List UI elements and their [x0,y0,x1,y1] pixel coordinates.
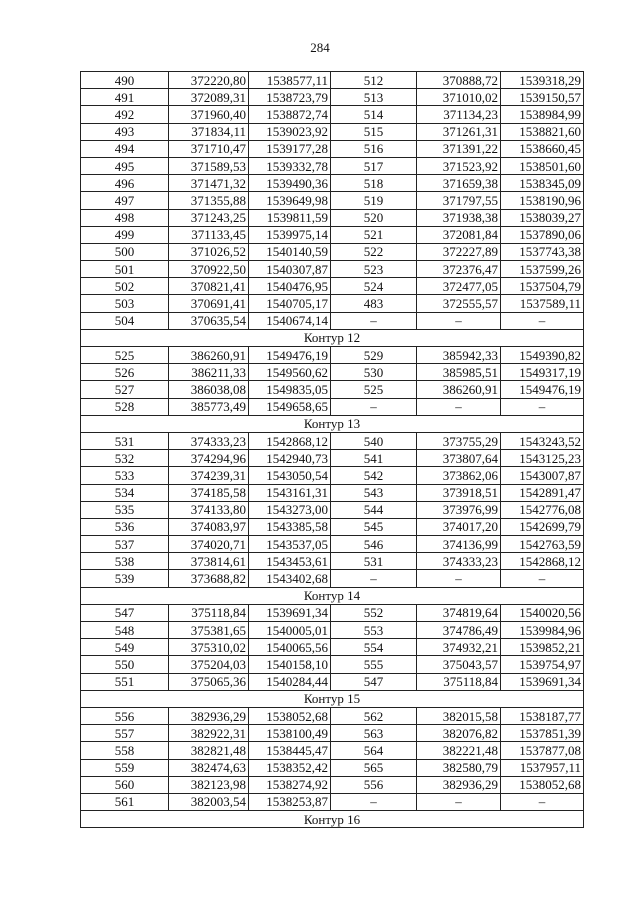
coordinate-cell: 1539754,97 [501,656,584,673]
coordinate-cell: – [417,793,501,810]
coordinate-cell: 374819,64 [417,604,501,621]
table-row [81,536,584,553]
coordinate-cell: 374333,23 [169,432,249,449]
coordinate-cell: 1539490,36 [249,175,331,192]
point-number-cell: 517 [331,157,417,174]
coordinate-cell: 1538100,49 [249,725,331,742]
coordinate-cell: 371134,23 [417,106,501,123]
contour-label: Контур 16 [81,811,584,828]
coordinate-cell: 370691,41 [169,295,249,312]
coordinate-cell: 370635,54 [169,312,249,329]
point-number-cell: 550 [81,656,169,673]
table-row [81,742,584,759]
table-row [81,518,584,535]
point-number-cell: 518 [331,175,417,192]
coordinate-cell: 386211,33 [169,364,249,381]
point-number-cell: 547 [331,673,417,690]
table-row [81,123,584,140]
coordinate-cell: 371391,22 [417,140,501,157]
coordinate-cell: 375204,03 [169,656,249,673]
coordinate-cell: 1543050,54 [249,467,331,484]
point-number-cell: 535 [81,501,169,518]
section-header-row [81,415,584,432]
point-number-cell: 495 [81,157,169,174]
coordinate-cell: 382015,58 [417,707,501,724]
coordinate-cell: 375118,84 [417,673,501,690]
point-number-cell: 500 [81,243,169,260]
table-row [81,209,584,226]
table-row [81,89,584,106]
coordinate-cell: 1538577,11 [249,72,331,89]
table-row [81,432,584,449]
coordinate-cell: 1538274,92 [249,776,331,793]
coordinate-cell: 1539691,34 [249,604,331,621]
table-row [81,656,584,673]
coordinate-cell: 371834,11 [169,123,249,140]
coordinate-cell: – [501,793,584,810]
coordinate-cell: 375043,57 [417,656,501,673]
coordinate-cell: 1539177,28 [249,140,331,157]
coordinate-cell: 1543453,61 [249,553,331,570]
coordinate-cell: 371659,38 [417,175,501,192]
point-number-cell: 499 [81,226,169,243]
point-number-cell: 492 [81,106,169,123]
table-row [81,226,584,243]
table-row [81,622,584,639]
table-row [81,793,584,810]
point-number-cell: 521 [331,226,417,243]
coordinate-cell: 374083,97 [169,518,249,535]
coordinates-table-body [81,72,584,828]
point-number-cell: 553 [331,622,417,639]
coordinate-cell: 1540020,56 [501,604,584,621]
coordinate-cell: 371471,32 [169,175,249,192]
coordinate-cell: – [417,570,501,587]
coordinate-cell: – [501,570,584,587]
point-number-cell: 555 [331,656,417,673]
point-number-cell: 533 [81,467,169,484]
point-number-cell: 491 [81,89,169,106]
point-number-cell: 523 [331,261,417,278]
table-row [81,72,584,89]
section-header-row [81,329,584,346]
table-row [81,381,584,398]
point-number-cell: 540 [331,432,417,449]
coordinate-cell: 371133,45 [169,226,249,243]
coordinate-cell: 385942,33 [417,347,501,364]
coordinate-cell: 1539150,57 [501,89,584,106]
point-number-cell: – [331,793,417,810]
point-number-cell: 502 [81,278,169,295]
table-row [81,776,584,793]
coordinate-cell: 1549835,05 [249,381,331,398]
coordinate-cell: 374185,58 [169,484,249,501]
point-number-cell: 494 [81,140,169,157]
coordinate-cell: 373814,61 [169,553,249,570]
coordinate-cell: 371261,31 [417,123,501,140]
coordinate-cell: 1540284,44 [249,673,331,690]
coordinate-cell: 1538821,60 [501,123,584,140]
coordinate-cell: 371355,88 [169,192,249,209]
coordinate-cell: 1537589,11 [501,295,584,312]
table-row [81,243,584,260]
point-number-cell: 559 [81,759,169,776]
point-number-cell: 493 [81,123,169,140]
coordinate-cell: 1540674,14 [249,312,331,329]
page-number: 284 [310,40,330,55]
coordinate-cell: 1537851,39 [501,725,584,742]
point-number-cell: 526 [81,364,169,381]
coordinate-cell: 382123,98 [169,776,249,793]
coordinate-cell: 371523,92 [417,157,501,174]
coordinate-cell: 1542776,08 [501,501,584,518]
coordinate-cell: 1542940,73 [249,450,331,467]
point-number-cell: 498 [81,209,169,226]
table-row [81,450,584,467]
point-number-cell: 520 [331,209,417,226]
coordinate-cell: 1540158,10 [249,656,331,673]
coordinate-cell: 1543537,05 [249,536,331,553]
coordinate-cell: 373976,99 [417,501,501,518]
table-row [81,106,584,123]
point-number-cell: – [331,312,417,329]
coordinate-cell: 382922,31 [169,725,249,742]
coordinate-cell: – [501,312,584,329]
coordinate-cell: 1549317,19 [501,364,584,381]
point-number-cell: 557 [81,725,169,742]
point-number-cell: 530 [331,364,417,381]
point-number-cell: 536 [81,518,169,535]
coordinate-cell: 1538445,47 [249,742,331,759]
point-number-cell: 503 [81,295,169,312]
table-row [81,759,584,776]
point-number-cell: 538 [81,553,169,570]
coordinate-cell: – [417,312,501,329]
coordinate-cell: 1538052,68 [249,707,331,724]
point-number-cell: 544 [331,501,417,518]
point-number-cell: 525 [331,381,417,398]
coordinate-cell: 374133,80 [169,501,249,518]
point-number-cell: 546 [331,536,417,553]
coordinate-cell: 1542891,47 [501,484,584,501]
point-number-cell: 519 [331,192,417,209]
coordinate-cell: 382076,82 [417,725,501,742]
point-number-cell: 525 [81,347,169,364]
coordinate-cell: 1538984,99 [501,106,584,123]
point-number-cell: 539 [81,570,169,587]
coordinate-cell: 1538052,68 [501,776,584,793]
coordinate-cell: 382474,63 [169,759,249,776]
table-row [81,192,584,209]
coordinate-cell: 371010,02 [417,89,501,106]
coordinate-cell: 1539023,92 [249,123,331,140]
coordinate-cell: 1543385,58 [249,518,331,535]
coordinate-cell: 375118,84 [169,604,249,621]
coordinate-cell: 1543243,52 [501,432,584,449]
point-number-cell: 537 [81,536,169,553]
coordinate-cell: 382221,48 [417,742,501,759]
coordinate-cell: 1543125,23 [501,450,584,467]
coordinate-cell: 375065,36 [169,673,249,690]
point-number-cell: 547 [81,604,169,621]
coordinate-cell: 1543161,31 [249,484,331,501]
coordinate-cell: 374932,21 [417,639,501,656]
coordinate-cell: 1539332,78 [249,157,331,174]
coordinate-cell: 1539984,96 [501,622,584,639]
coordinate-cell: 1538501,60 [501,157,584,174]
coordinate-cell: 385985,51 [417,364,501,381]
coordinate-cell: 382936,29 [169,707,249,724]
coordinate-cell: 385773,49 [169,398,249,415]
coordinate-cell: 386260,91 [417,381,501,398]
coordinates-table [80,71,584,828]
coordinate-cell: 1539318,29 [501,72,584,89]
point-number-cell: 549 [81,639,169,656]
point-number-cell: 545 [331,518,417,535]
point-number-cell: 522 [331,243,417,260]
coordinate-cell: 1542868,12 [501,553,584,570]
table-row [81,553,584,570]
coordinate-cell: 1539649,98 [249,192,331,209]
point-number-cell: 543 [331,484,417,501]
point-number-cell: 531 [331,553,417,570]
coordinate-cell: 1540307,87 [249,261,331,278]
point-number-cell: 528 [81,398,169,415]
coordinate-cell: 370888,72 [417,72,501,89]
coordinate-cell: 1538190,96 [501,192,584,209]
table-row [81,570,584,587]
coordinate-cell: 1539691,34 [501,673,584,690]
coordinate-cell: 1543402,68 [249,570,331,587]
coordinate-cell: 1538660,45 [501,140,584,157]
coordinate-cell: 1538345,09 [501,175,584,192]
contour-label: Контур 12 [81,329,584,346]
coordinate-cell: 1537599,26 [501,261,584,278]
coordinate-cell: 1542699,79 [501,518,584,535]
point-number-cell: 512 [331,72,417,89]
table-row [81,604,584,621]
point-number-cell: 563 [331,725,417,742]
point-number-cell: 497 [81,192,169,209]
coordinate-cell: 1549476,19 [501,381,584,398]
coordinate-cell: 1540005,01 [249,622,331,639]
point-number-cell: 548 [81,622,169,639]
point-number-cell: 516 [331,140,417,157]
table-row [81,175,584,192]
coordinate-cell: 370922,50 [169,261,249,278]
point-number-cell: – [331,570,417,587]
coordinate-cell: 1542763,59 [501,536,584,553]
coordinate-cell: 382580,79 [417,759,501,776]
coordinate-cell: 374020,71 [169,536,249,553]
coordinate-cell: 1542868,12 [249,432,331,449]
coordinate-cell: 374786,49 [417,622,501,639]
coordinate-cell: 372376,47 [417,261,501,278]
coordinate-cell: 374239,31 [169,467,249,484]
coordinate-cell: 1549390,82 [501,347,584,364]
table-row [81,347,584,364]
table-row [81,501,584,518]
coordinate-cell: 1539811,59 [249,209,331,226]
point-number-cell: – [331,398,417,415]
coordinate-cell: 1537957,11 [501,759,584,776]
coordinate-cell: 1537743,38 [501,243,584,260]
coordinate-cell: – [417,398,501,415]
coordinate-cell: 372555,57 [417,295,501,312]
coordinate-cell: 373918,51 [417,484,501,501]
coordinate-cell: 370821,41 [169,278,249,295]
coordinate-cell: 373807,64 [417,450,501,467]
coordinate-cell: 386038,08 [169,381,249,398]
coordinate-cell: 371026,52 [169,243,249,260]
point-number-cell: 501 [81,261,169,278]
coordinate-cell: 1538187,77 [501,707,584,724]
point-number-cell: 541 [331,450,417,467]
coordinate-cell: 373862,06 [417,467,501,484]
point-number-cell: 483 [331,295,417,312]
coordinate-cell: 1540065,56 [249,639,331,656]
point-number-cell: 562 [331,707,417,724]
coordinate-cell: 372477,05 [417,278,501,295]
coordinate-cell: 371938,38 [417,209,501,226]
coordinate-cell: 371960,40 [169,106,249,123]
coordinate-cell: 1538872,74 [249,106,331,123]
coordinate-cell: 1540705,17 [249,295,331,312]
coordinate-cell: 1538723,79 [249,89,331,106]
coordinate-cell: 386260,91 [169,347,249,364]
coordinate-cell: 1537877,08 [501,742,584,759]
point-number-cell: 554 [331,639,417,656]
table-row [81,398,584,415]
table-row [81,673,584,690]
coordinate-cell: 1543007,87 [501,467,584,484]
table-row [81,261,584,278]
coordinate-cell: 1537504,79 [501,278,584,295]
coordinate-cell: 371243,25 [169,209,249,226]
point-number-cell: 527 [81,381,169,398]
coordinate-cell: 1539975,14 [249,226,331,243]
coordinate-cell: 1549476,19 [249,347,331,364]
section-header-row [81,811,584,828]
coordinate-cell: 1549560,62 [249,364,331,381]
coordinate-cell: – [501,398,584,415]
point-number-cell: 532 [81,450,169,467]
point-number-cell: 560 [81,776,169,793]
coordinate-cell: 372089,31 [169,89,249,106]
table-row [81,639,584,656]
coordinate-cell: 382936,29 [417,776,501,793]
point-number-cell: 564 [331,742,417,759]
coordinate-cell: 1549658,65 [249,398,331,415]
point-number-cell: 556 [81,707,169,724]
coordinate-cell: 375310,02 [169,639,249,656]
point-number-cell: 513 [331,89,417,106]
coordinate-cell: 371710,47 [169,140,249,157]
point-number-cell: 490 [81,72,169,89]
table-row [81,707,584,724]
table-row [81,278,584,295]
table-row [81,467,584,484]
coordinate-cell: 1540476,95 [249,278,331,295]
coordinate-cell: 1543273,00 [249,501,331,518]
section-header-row [81,587,584,604]
coordinate-cell: 1538352,42 [249,759,331,776]
contour-label: Контур 13 [81,415,584,432]
coordinate-cell: 1540140,59 [249,243,331,260]
point-number-cell: 552 [331,604,417,621]
point-number-cell: 504 [81,312,169,329]
coordinate-cell: 374017,20 [417,518,501,535]
point-number-cell: 524 [331,278,417,295]
coordinate-cell: 1538039,27 [501,209,584,226]
coordinate-cell: 371797,55 [417,192,501,209]
coordinate-cell: 382003,54 [169,793,249,810]
table-row [81,157,584,174]
coordinate-cell: 1538253,87 [249,793,331,810]
coordinate-cell: 374333,23 [417,553,501,570]
point-number-cell: 529 [331,347,417,364]
table-row [81,725,584,742]
table-row [81,295,584,312]
coordinate-cell: 372227,89 [417,243,501,260]
table-row [81,312,584,329]
coordinate-cell: 382821,48 [169,742,249,759]
coordinate-cell: 374136,99 [417,536,501,553]
coordinate-cell: 1537890,06 [501,226,584,243]
point-number-cell: 534 [81,484,169,501]
coordinate-cell: 372220,80 [169,72,249,89]
section-header-row [81,690,584,707]
coordinate-cell: 1539852,21 [501,639,584,656]
table-row [81,364,584,381]
contour-label: Контур 15 [81,690,584,707]
point-number-cell: 542 [331,467,417,484]
coordinate-cell: 371589,53 [169,157,249,174]
point-number-cell: 561 [81,793,169,810]
point-number-cell: 515 [331,123,417,140]
point-number-cell: 514 [331,106,417,123]
table-row [81,484,584,501]
coordinate-cell: 372081,84 [417,226,501,243]
point-number-cell: 531 [81,432,169,449]
point-number-cell: 558 [81,742,169,759]
coordinate-cell: 374294,96 [169,450,249,467]
coordinate-cell: 375381,65 [169,622,249,639]
point-number-cell: 565 [331,759,417,776]
coordinate-cell: 373755,29 [417,432,501,449]
point-number-cell: 496 [81,175,169,192]
contour-label: Контур 14 [81,587,584,604]
point-number-cell: 551 [81,673,169,690]
coordinate-cell: 373688,82 [169,570,249,587]
table-row [81,140,584,157]
point-number-cell: 556 [331,776,417,793]
